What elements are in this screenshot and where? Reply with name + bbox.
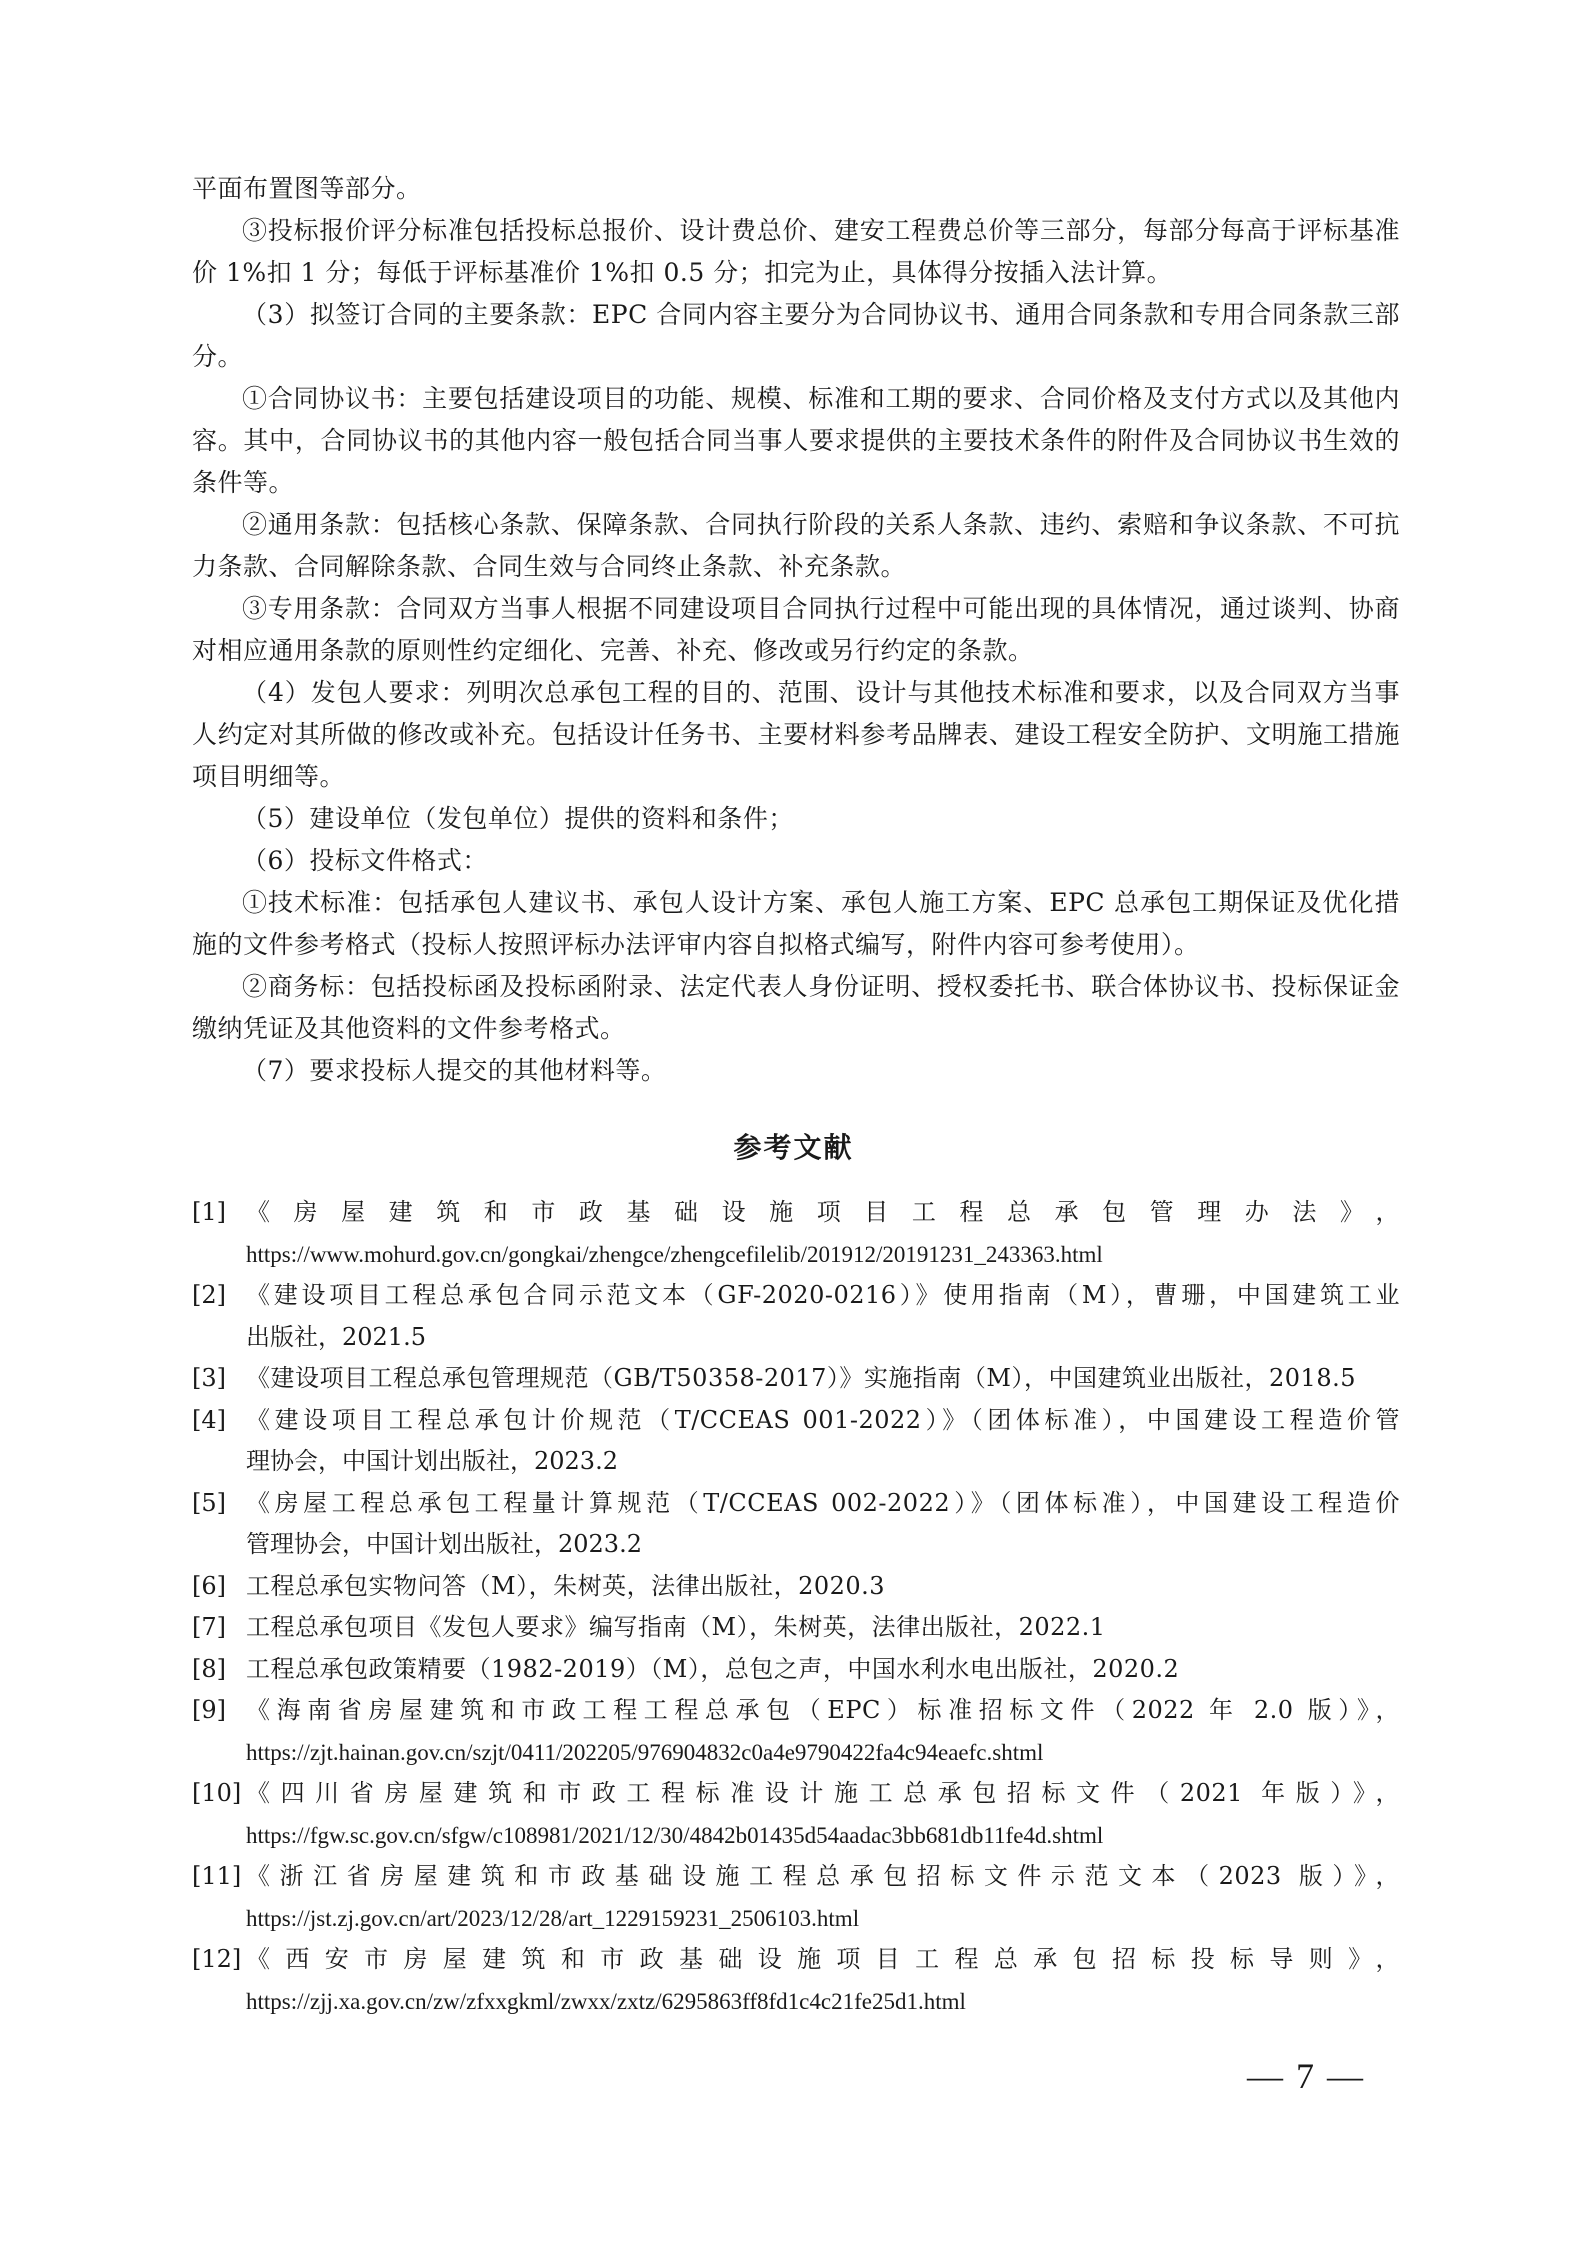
reference-number: [2] bbox=[192, 1281, 226, 1309]
paragraph: 平面布置图等部分。 bbox=[192, 174, 422, 203]
paragraph: （7）要求投标人提交的其他材料等。 bbox=[242, 1056, 667, 1085]
reference-url[interactable]: https://fgw.sc.gov.cn/sfgw/c108981/2021/12/30/4842b01435d54aadac3bb681db11fe4d.shtml bbox=[246, 1822, 1104, 1848]
reference-item bbox=[192, 1856, 1400, 1939]
reference-item bbox=[192, 1483, 1400, 1566]
reference-item bbox=[192, 1607, 1400, 1649]
reference-url[interactable]: https://zjt.hainan.gov.cn/szjt/0411/202205/976904832c0a4e9790422fa4c94eaefc.shtml bbox=[246, 1739, 1044, 1765]
reference-number: [3] bbox=[192, 1364, 226, 1392]
reference-number: [8] bbox=[192, 1654, 226, 1683]
reference-continuation: 理协会，中国计划出版社，2023.2 bbox=[246, 1447, 618, 1475]
reference-body bbox=[246, 1400, 1400, 1483]
paragraph: ③专用条款：合同双方当事人根据不同建设项目合同执行过程中可能出现的具体情况，通过谈判、协商对相应通用条款的原则性约定细化、完善、补充、修改或另行约定的条款。 bbox=[192, 594, 1400, 665]
reference-title: 《四川省房屋建筑和市政工程标准设计施工总承包招标文件（2021 年版）》， bbox=[246, 1779, 1400, 1807]
reference-title: 《房屋工程总承包工程量计算规范（T/CCEAS 002-2022）》（团体标准），中国建设工程造价 bbox=[246, 1488, 1400, 1517]
reference-url[interactable]: https://zjj.xa.gov.cn/zw/zfxxgkml/zwxx/zxtz/6295863ff8fd1c4c21fe25d1.html bbox=[246, 1988, 966, 2014]
reference-number: [12] bbox=[192, 1945, 242, 1973]
reference-url[interactable]: https://jst.zj.gov.cn/art/2023/12/28/art_1229159231_2506103.html bbox=[246, 1905, 860, 1931]
reference-number: [7] bbox=[192, 1613, 226, 1641]
reference-title: 《建设项目工程总承包计价规范（T/CCEAS 001-2022）》（团体标准），中国建设工程造价管 bbox=[246, 1405, 1400, 1434]
reference-title: 《房屋建筑和市政基础设施项目工程总承包管理办法》， bbox=[246, 1198, 1400, 1226]
reference-title: 工程总承包项目《发包人要求》编写指南（M），朱树英，法律出版社，2022.1 bbox=[246, 1613, 1106, 1641]
paragraph: （4）发包人要求：列明次总承包工程的目的、范围、设计与其他技术标准和要求，以及合同双方当事人约定对其所做的修改或补充。包括设计任务书、主要材料参考品牌表、建设工程安全防护、文明施工措施项目明细等。 bbox=[192, 678, 1400, 791]
reference-number: [10] bbox=[192, 1779, 242, 1807]
reference-item bbox=[192, 1773, 1400, 1856]
references-list bbox=[192, 1192, 1400, 2022]
references-heading: 参考文献 bbox=[733, 1131, 854, 1164]
reference-number: [5] bbox=[192, 1488, 226, 1517]
reference-body bbox=[246, 1358, 1400, 1400]
reference-body bbox=[246, 1690, 1400, 1773]
reference-item bbox=[192, 1566, 1400, 1608]
reference-number: [9] bbox=[192, 1696, 226, 1724]
reference-item bbox=[192, 1358, 1400, 1400]
reference-body bbox=[246, 1192, 1400, 1275]
paragraph: （6）投标文件格式： bbox=[242, 846, 488, 875]
reference-title: 《浙江省房屋建筑和市政基础设施工程总承包招标文件示范文本（2023 版）》， bbox=[246, 1862, 1400, 1890]
reference-title: 《海南省房屋建筑和市政工程工程总承包（EPC）标准招标文件（2022 年 2.0 版）》， bbox=[246, 1696, 1400, 1724]
reference-item bbox=[192, 1275, 1400, 1358]
paragraph: ①技术标准：包括承包人建议书、承包人设计方案、承包人施工方案、EPC 总承包工期保证及优化措施的文件参考格式（投标人按照评标办法评审内容自拟格式编写，附件内容可参考使用）。 bbox=[192, 888, 1400, 959]
reference-body bbox=[246, 1773, 1400, 1856]
reference-number: [11] bbox=[192, 1862, 242, 1890]
reference-url[interactable]: https://www.mohurd.gov.cn/gongkai/zhengce/zhengcefilelib/201912/20191231_243363.html bbox=[246, 1241, 1103, 1267]
reference-continuation: 出版社，2021.5 bbox=[246, 1322, 426, 1351]
reference-item bbox=[192, 1649, 1400, 1691]
body-text bbox=[192, 168, 1400, 1092]
paragraph: （5）建设单位（发包单位）提供的资料和条件； bbox=[242, 804, 794, 833]
reference-body bbox=[246, 1566, 1400, 1608]
paragraph: ①合同协议书：主要包括建设项目的功能、规模、标准和工期的要求、合同价格及支付方式以及其他内容。其中，合同协议书的其他内容一般包括合同当事人要求提供的主要技术条件的附件及合同协议书生效的条件等。 bbox=[192, 384, 1400, 497]
reference-body bbox=[246, 1607, 1400, 1649]
reference-number: [4] bbox=[192, 1405, 226, 1434]
reference-title: 《建设项目工程总承包合同示范文本（GF-2020-0216）》使用指南（M），曹珊，中国建筑工业 bbox=[246, 1281, 1400, 1309]
reference-item bbox=[192, 1400, 1400, 1483]
reference-body bbox=[246, 1483, 1400, 1566]
reference-number: [1] bbox=[192, 1198, 226, 1226]
reference-body bbox=[246, 1649, 1400, 1691]
reference-title: 工程总承包政策精要（1982-2019）（M），总包之声，中国水利水电出版社，2020.2 bbox=[246, 1654, 1180, 1683]
reference-body bbox=[246, 1856, 1400, 1939]
page-number: — 7 — bbox=[1247, 2056, 1365, 2096]
reference-title: 工程总承包实物问答（M），朱树英，法律出版社，2020.3 bbox=[246, 1571, 886, 1600]
reference-title: 《建设项目工程总承包管理规范（GB/T50358-2017）》实施指南（M），中国建筑业出版社，2018.5 bbox=[246, 1364, 1356, 1392]
paragraph: （3）拟签订合同的主要条款：EPC 合同内容主要分为合同协议书、通用合同条款和专用合同条款三部分。 bbox=[192, 300, 1400, 371]
reference-item bbox=[192, 1690, 1400, 1773]
paragraph: ②商务标：包括投标函及投标函附录、法定代表人身份证明、授权委托书、联合体协议书、投标保证金缴纳凭证及其他资料的文件参考格式。 bbox=[192, 972, 1400, 1043]
reference-body bbox=[246, 1939, 1400, 2022]
reference-title: 《西安市房屋建筑和市政基础设施项目工程总承包招标投标导则》， bbox=[246, 1945, 1400, 1973]
reference-item bbox=[192, 1192, 1400, 1275]
reference-item bbox=[192, 1939, 1400, 2022]
reference-body bbox=[246, 1275, 1400, 1358]
reference-number: [6] bbox=[192, 1571, 226, 1600]
paragraph: ②通用条款：包括核心条款、保障条款、合同执行阶段的关系人条款、违约、索赔和争议条款、不可抗力条款、合同解除条款、合同生效与合同终止条款、补充条款。 bbox=[192, 510, 1400, 581]
paragraph: ③投标报价评分标准包括投标总报价、设计费总价、建安工程费总价等三部分，每部分每高于评标基准价 1%扣 1 分；每低于评标基准价 1%扣 0.5 分；扣完为止，具体得分按插入法计算。 bbox=[192, 216, 1400, 287]
reference-continuation: 管理协会，中国计划出版社，2023.2 bbox=[246, 1530, 642, 1558]
